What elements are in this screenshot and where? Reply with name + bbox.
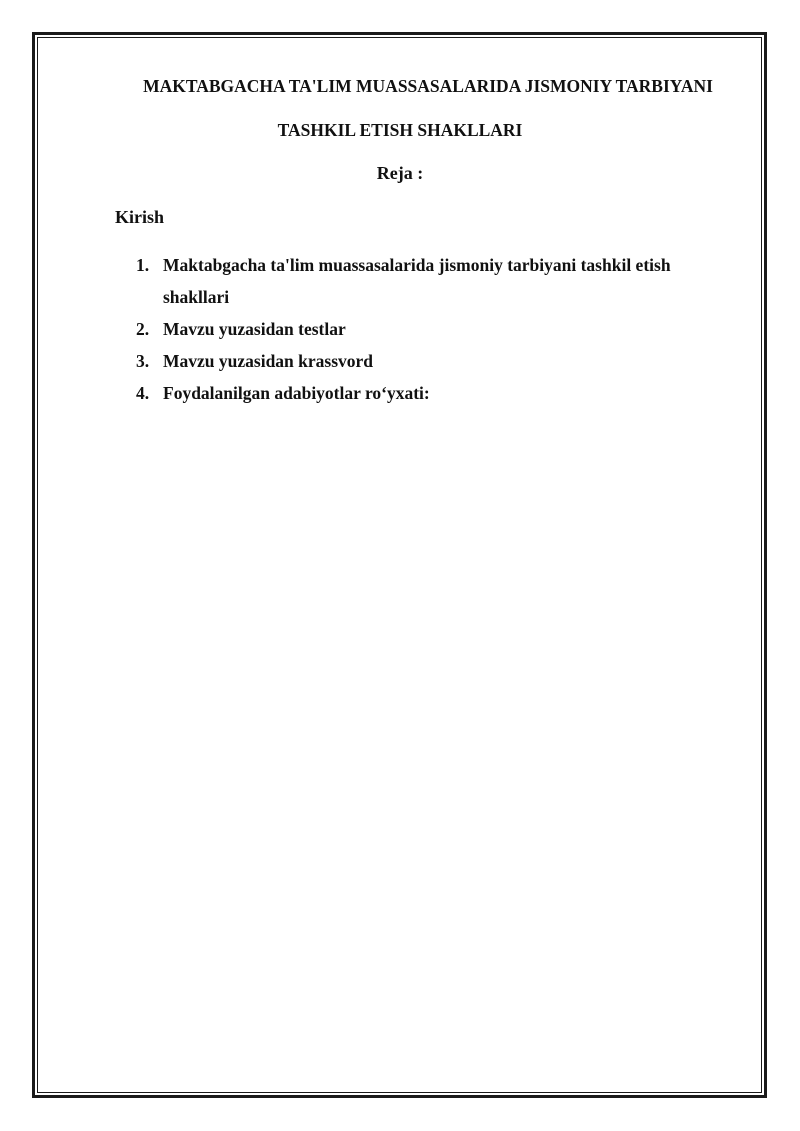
plan-item-text: Maktabgacha ta'lim muassasalarida jismoniy tarbiyani tashkil etish shakllari — [163, 255, 671, 307]
document-title-line-1: MAKTABGACHA TA'LIM MUASSASALARIDA JISMONIY TARBIYANI — [143, 76, 713, 96]
plan-item-text: Foydalanilgan adabiyotlar ro‘yxati: — [163, 383, 430, 403]
plan-item — [136, 345, 736, 377]
plan-item — [136, 313, 736, 345]
plan-item-number: 2. — [136, 319, 150, 339]
page-border — [32, 32, 767, 1098]
plan-item-text: Mavzu yuzasidan testlar — [163, 319, 346, 339]
plan-item-number: 1. — [136, 255, 150, 275]
intro-heading: Kirish — [115, 207, 165, 227]
plan-item-text: Mavzu yuzasidan krassvord — [163, 351, 374, 371]
plan-heading: Reja : — [376, 163, 424, 183]
plan-item-number: 3. — [136, 351, 150, 371]
plan-list — [136, 249, 736, 409]
plan-item — [136, 249, 736, 313]
document-title-line-2: TASHKIL ETISH SHAKLLARI — [277, 120, 523, 140]
plan-item-number: 4. — [136, 383, 150, 403]
plan-item — [136, 377, 736, 409]
